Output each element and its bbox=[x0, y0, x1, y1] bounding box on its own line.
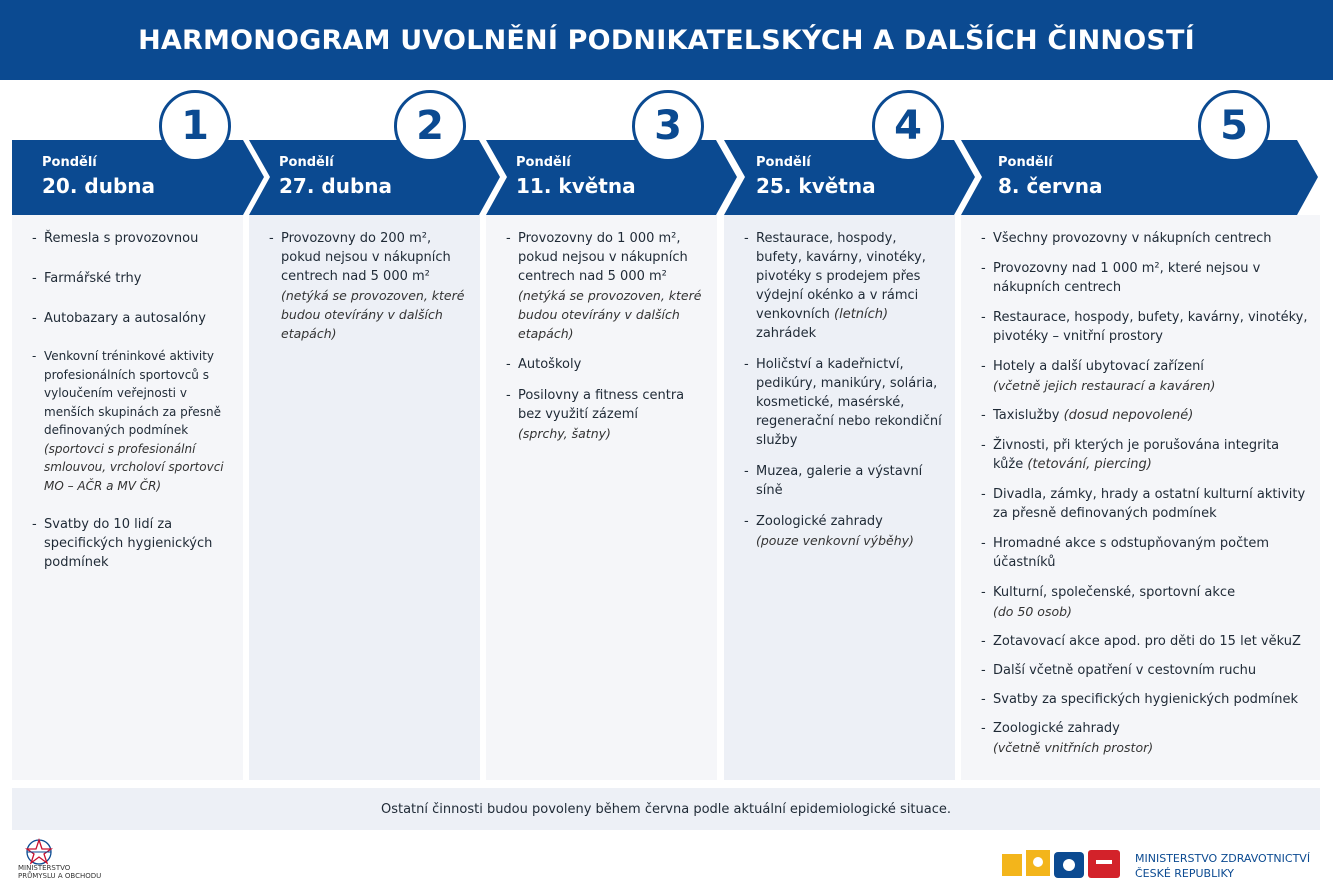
footer-note: Ostatní činnosti budou povoleny během června podle aktuální epidemiologické situace. bbox=[12, 788, 1320, 830]
list-item: - Holičství a kadeřnictví, pedikúry, manikúry, solária, kosmetické, masérské, regenerační nebo rekondiční služby bbox=[744, 355, 945, 450]
list-item: - Svatby za specifických hygienických podmínek bbox=[981, 690, 1310, 709]
list-item: - Provozovny nad 1 000 m², které nejsou v nákupních centrech bbox=[981, 259, 1310, 297]
stage-5-list bbox=[981, 229, 1310, 757]
mzcr-color-blocks-logo-icon bbox=[1000, 848, 1125, 880]
list-item: - Autoškoly bbox=[506, 355, 707, 374]
list-item: - Autobazary a autosalóny bbox=[32, 309, 233, 328]
list-item: - Restaurace, hospody, bufety, kavárny, vinotéky, pivotéky – vnitřní prostory bbox=[981, 308, 1310, 346]
stage-day: Pondělí bbox=[42, 155, 97, 170]
stage-4-label bbox=[756, 155, 876, 198]
list-item: - Farmářské trhy bbox=[32, 269, 233, 288]
list-item: - Venkovní tréninkové aktivity profesionálních sportovců s vyloučením veřejnosti v menších skupinách za přesně definovaných podmínek (sportovci s profesionální smlouvou, vrcholoví sportovci MO – AČR a MV ČR) bbox=[32, 347, 233, 495]
stage-day: Pondělí bbox=[998, 155, 1053, 170]
list-item: - Živnosti, při kterých je porušována integrita kůže (tetování, piercing) bbox=[981, 436, 1310, 474]
stage-2-column bbox=[249, 215, 480, 780]
mzcr-logo-text: MINISTERSTVO ZDRAVOTNICTVÍ ČESKÉ REPUBLIKY bbox=[1135, 852, 1311, 880]
stage-1-label bbox=[42, 155, 155, 198]
stage-day: Pondělí bbox=[279, 155, 334, 170]
stage-3-label bbox=[516, 155, 636, 198]
list-item: - Svatby do 10 lidí za specifických hygienických podmínek bbox=[32, 515, 233, 572]
stage-2-number: 2 bbox=[394, 90, 466, 162]
list-item: - Hromadné akce s odstupňovaným počtem účastníků bbox=[981, 534, 1310, 572]
stage-date: 11. května bbox=[516, 174, 636, 198]
list-item: - Provozovny do 200 m², pokud nejsou v nákupních centrech nad 5 000 m² (netýká se provozoven, které budou otevírány v dalších etapách) bbox=[269, 229, 470, 343]
list-item: - Další včetně opatření v cestovním ruchu bbox=[981, 661, 1310, 680]
stage-day: Pondělí bbox=[516, 155, 571, 170]
stage-3-list bbox=[506, 229, 707, 443]
stage-4-list bbox=[744, 229, 945, 550]
stage-date: 27. dubna bbox=[279, 174, 392, 198]
stage-3-number: 3 bbox=[632, 90, 704, 162]
stage-4-column bbox=[724, 215, 955, 780]
stage-2-list bbox=[269, 229, 470, 343]
mpo-logo-text: MINISTERSTVO PRŮMYSLU A OBCHODU bbox=[18, 864, 102, 880]
stage-5-number: 5 bbox=[1198, 90, 1270, 162]
stage-2-label bbox=[279, 155, 392, 198]
list-item: - Divadla, zámky, hrady a ostatní kulturní aktivity za přesně definovaných podmínek bbox=[981, 485, 1310, 523]
stage-date: 25. května bbox=[756, 174, 876, 198]
stage-1-list bbox=[32, 229, 233, 572]
list-item: - Řemesla s provozovnou bbox=[32, 229, 233, 248]
list-item: - Posilovny a fitness centra bez využití zázemí (sprchy, šatny) bbox=[506, 386, 707, 443]
stage-5-column bbox=[961, 215, 1320, 780]
stage-date: 20. dubna bbox=[42, 174, 155, 198]
list-item: - Zoologické zahrady (pouze venkovní výběhy) bbox=[744, 512, 945, 550]
stage-5-label bbox=[998, 155, 1103, 198]
list-item: - Kulturní, společenské, sportovní akce (do 50 osob) bbox=[981, 583, 1310, 621]
stage-date: 8. června bbox=[998, 174, 1103, 198]
stage-3-column bbox=[486, 215, 717, 780]
list-item: - Provozovny do 1 000 m², pokud nejsou v nákupních centrech nad 5 000 m² (netýká se provozoven, které budou otevírány v dalších etapách) bbox=[506, 229, 707, 343]
list-item: - Zotavovací akce apod. pro děti do 15 let věkuZ bbox=[981, 632, 1310, 651]
stage-1-number: 1 bbox=[159, 90, 231, 162]
list-item: - Restaurace, hospody, bufety, kavárny, vinotéky, pivotéky s prodejem přes výdejní okénko a v rámci venkovních (letních) zahrádek bbox=[744, 229, 945, 343]
mpo-star-logo-icon bbox=[16, 836, 62, 866]
mzcr-logo bbox=[1000, 848, 1330, 884]
stage-day: Pondělí bbox=[756, 155, 811, 170]
list-item: - Zoologické zahrady (včetně vnitřních prostor) bbox=[981, 719, 1310, 757]
stage-1-column bbox=[12, 215, 243, 780]
stage-4-number: 4 bbox=[872, 90, 944, 162]
list-item: - Hotely a další ubytovací zařízení (včetně jejich restaurací a kaváren) bbox=[981, 357, 1310, 395]
list-item: - Muzea, galerie a výstavní síně bbox=[744, 462, 945, 500]
page-header bbox=[0, 0, 1333, 80]
mpo-logo bbox=[14, 836, 124, 886]
page-title: HARMONOGRAM UVOLNĚNÍ PODNIKATELSKÝCH A DALŠÍCH ČINNOSTÍ bbox=[138, 24, 1195, 56]
list-item: - Taxislužby (dosud nepovolené) bbox=[981, 406, 1310, 425]
list-item: - Všechny provozovny v nákupních centrech bbox=[981, 229, 1310, 248]
